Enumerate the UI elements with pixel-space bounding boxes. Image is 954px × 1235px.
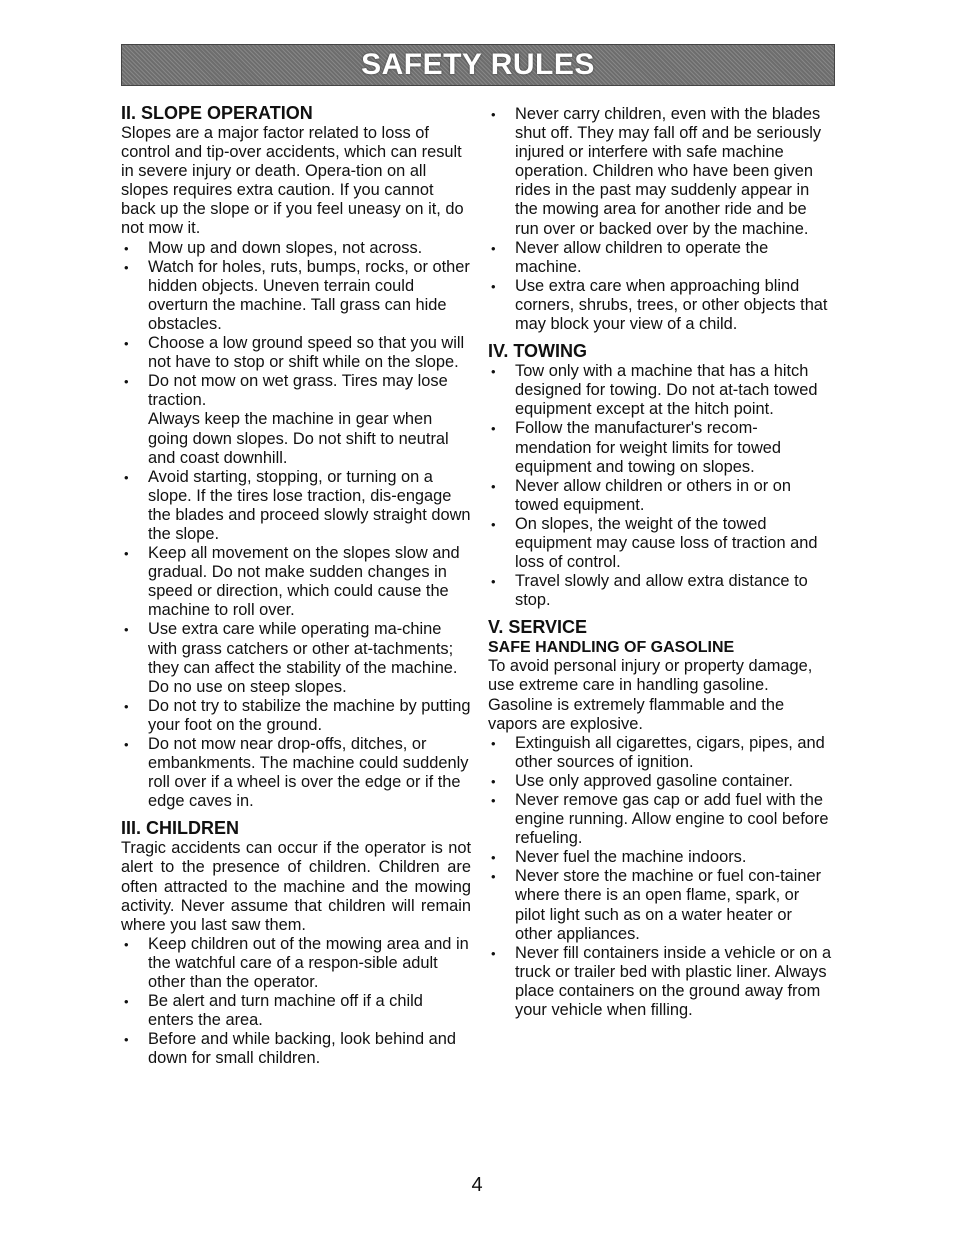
gasoline-list [488,734,833,1020]
safety-rules-banner [121,44,835,86]
gasoline-intro: To avoid personal injury or property damage, use extreme care in handling gasoline. Gasoline is extremely flammable and the vapors are explosive. [488,657,813,733]
slope-operation-intro: Slopes are a major factor related to loss of control and tip-over accidents, which can result in severe injury or death. Opera-tion on all slopes requires extra caution. If you cannot back up the slope or if you feel uneasy on it, do not mow it. [121,124,464,238]
list-item: • Use only approved gasoline container. [488,772,833,791]
list-item: • On slopes, the weight of the towed equipment may cause loss of traction and loss of control. [488,515,833,572]
list-item: • Never carry children, even with the blades shut off. They may fall off and be seriously injured or interfere with safe machine operation. Children who have been given rides in the past may suddenly appear in the mowing area for another ride and be run over or backed over by the machine. [488,105,833,239]
gasoline-subheading: SAFE HANDLING OF GASOLINE [488,639,735,657]
list-item: • Extinguish all cigarettes, cigars, pipes, and other sources of ignition. [488,734,833,772]
list-item: • Do not mow near drop-offs, ditches, or embankments. The machine could suddenly roll over if a wheel is over the edge or if the edge caves in. [121,735,471,811]
list-item: • Be alert and turn machine off if a child enters the area. [121,992,471,1030]
list-item: • Keep children out of the mowing area and in the watchful care of a respon-sible adult other than the operator. [121,935,471,992]
list-item: • Travel slowly and allow extra distance to stop. [488,572,833,610]
service-section [488,616,833,1020]
towing-heading: IV. TOWING [488,341,588,362]
list-item: • Use extra care when approaching blind corners, shrubs, trees, or other objects that may block your view of a child. [488,277,833,334]
page-number: 4 [471,1174,483,1196]
banner-title: SAFETY RULES [361,48,595,81]
slope-operation-section [121,102,471,811]
list-item: • Use extra care while operating ma-chine with grass catchers or other at-tachments; they can affect the stability of the machine. Do no use on steep slopes. [121,620,471,696]
list-item: • Mow up and down slopes, not across. [121,239,471,258]
list-item: • Do not mow on wet grass. Tires may lose traction. Always keep the machine in gear when going down slopes. Do not shift to neutral and coast downhill. [121,372,471,467]
list-item: • Keep all movement on the slopes slow and gradual. Do not make sudden changes in speed or direction, which could cause the machine to roll over. [121,544,471,620]
slope-operation-heading: II. SLOPE OPERATION [121,103,313,123]
children-heading: III. CHILDREN [121,818,240,839]
list-item: • Never store the machine or fuel con-tainer where there is an open flame, spark, or pilot light such as on a water heater or other appliances. [488,867,833,943]
list-item: • Avoid starting, stopping, or turning on a slope. If the tires lose traction, dis-engage the blades and proceed slowly straight down the slope. [121,468,471,544]
list-item: • Never remove gas cap or add fuel with the engine running. Allow engine to cool before refueling. [488,791,833,848]
list-item: • Never fill containers inside a vehicle or on a truck or trailer bed with plastic liner. Always place containers on the ground away from your vehicle when filling. [488,944,833,1020]
children-list-part-2 [488,105,833,334]
right-column [488,102,833,1020]
left-column [121,102,471,1069]
list-item: • Tow only with a machine that has a hitch designed for towing. Do not at-tach towed equipment except at the hitch point. [488,362,833,419]
list-item: • Choose a low ground speed so that you will not have to stop or shift while on the slope. [121,334,471,372]
children-intro: Tragic accidents can occur if the operator is not alert to the presence of children. Children are often attracted to the machine and the mowing activity. Never assume that children will remain where you last saw them. [121,839,471,934]
list-item: • Follow the manufacturer's recom-mendation for weight limits for towed equipment and towing on slopes. [488,419,833,476]
list-item: • Never fuel the machine indoors. [488,848,833,867]
towing-list [488,362,833,610]
children-section [121,817,471,1068]
list-item: • Never allow children or others in or on towed equipment. [488,477,833,515]
slope-operation-list [121,239,471,812]
list-item: • Do not try to stabilize the machine by putting your foot on the ground. [121,697,471,735]
towing-section [488,340,833,610]
children-list-part-1 [121,935,471,1069]
list-item: • Before and while backing, look behind and down for small children. [121,1030,471,1068]
list-item: • Never allow children to operate the machine. [488,239,833,277]
service-heading: V. SERVICE [488,617,588,638]
list-item: • Watch for holes, ruts, bumps, rocks, or other hidden objects. Uneven terrain could overturn the machine. Tall grass can hide obstacles. [121,258,471,334]
